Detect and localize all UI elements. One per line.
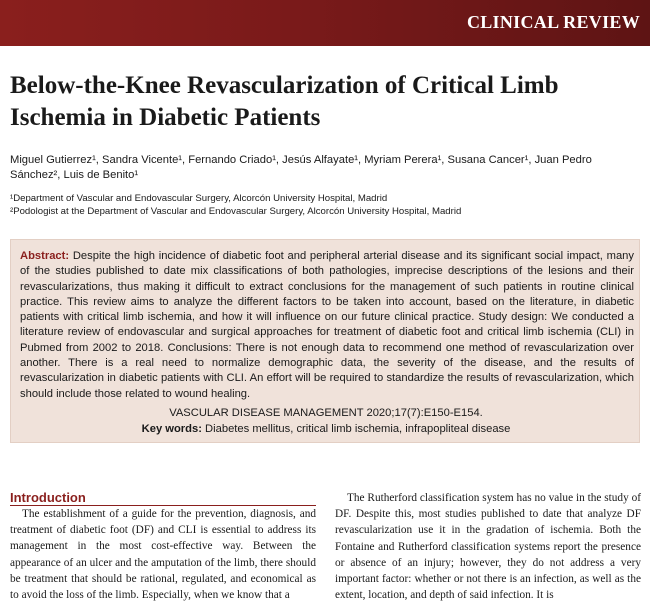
introduction-right-column: The Rutherford classification system has no value in the study of DF. Despite this, most studies published to date that analyze DF revascularization use it in the gradation of ischemia. Both the Fontaine and Rutherford classification systems report the presence or absence of an injury; however, they do not address a very important factor: whether or not there is an infection, as well as the extent, location, and depth of said infection. It is [335,492,641,602]
affiliation-1: ¹Department of Vascular and Endovascular Surgery, Alcorcón University Hospital, Madrid [10,193,388,204]
abstract-paragraph [20,249,634,402]
section-label: CLINICAL REVIEW [466,12,640,32]
introduction-heading: Introduction [10,490,86,505]
abstract-label: Abstract: [20,250,70,262]
affiliation-2: ²Podologist at the Department of Vascular and Endovascular Surgery, Alcorcón University Hospital, Madrid [10,206,462,217]
abstract-body: Despite the high incidence of diabetic foot and peripheral arterial disease and its significant social impact, many of the studies published to date mix classifications of both pathologies, imprecise descriptions of the lesions and their revascularizations, thus making it difficult to extract conclusions for the management of such patients in routine clinical practice. This review aims to analyze the different factors to be taken into account, based on the literature, in diabetic patients with critical limb ischemia, and how it will influence on our future clinical practice. Study design: We conducted a literature review of endovascular and surgical approaches for treatment of diabetic foot and critical limb ischemia (CLI) in Pubmed from 2002 to 2018. Conclusions: There is not enough data to recommend one method of revascularization over another. There is a real need to normalize demographic data, the severity of the disease, and the results of revascularization in diabetic patients with CLI. An effort will be required to standardize the results of revascularization, which should include those related to wound healing. [20,250,634,400]
author-list: Miguel Gutierrez¹, Sandra Vicente¹, Fernando Criado¹, Jesús Alfayate¹, Myriam Perera¹, Susana Cancer¹, Juan Pedro Sánchez², Luis de Benito¹ [10,154,592,181]
introduction-left-column: The establishment of a guide for the prevention, diagnosis, and treatment of diabetic foot (DF) and CLI is essential to address its management in the most cost-effective way. Between the appearance of an ulcer and the amputation of the limb, there should be treatment that should be rational, regulated, and economical as to avoid the loss of the limb. Especially, when we know that a [10,508,316,602]
header-bar [0,0,650,46]
keywords-line [11,422,641,437]
keywords-label: Key words: [141,423,202,435]
article-title: Below-the-Knee Revascularization of Critical Limb Ischemia in Diabetic Patients [10,72,559,131]
citation: VASCULAR DISEASE MANAGEMENT 2020;17(7):E150-E154. [169,407,483,419]
keywords-text: Diabetes mellitus, critical limb ischemia, infrapopliteal disease [201,423,511,435]
abstract-box [10,239,640,443]
